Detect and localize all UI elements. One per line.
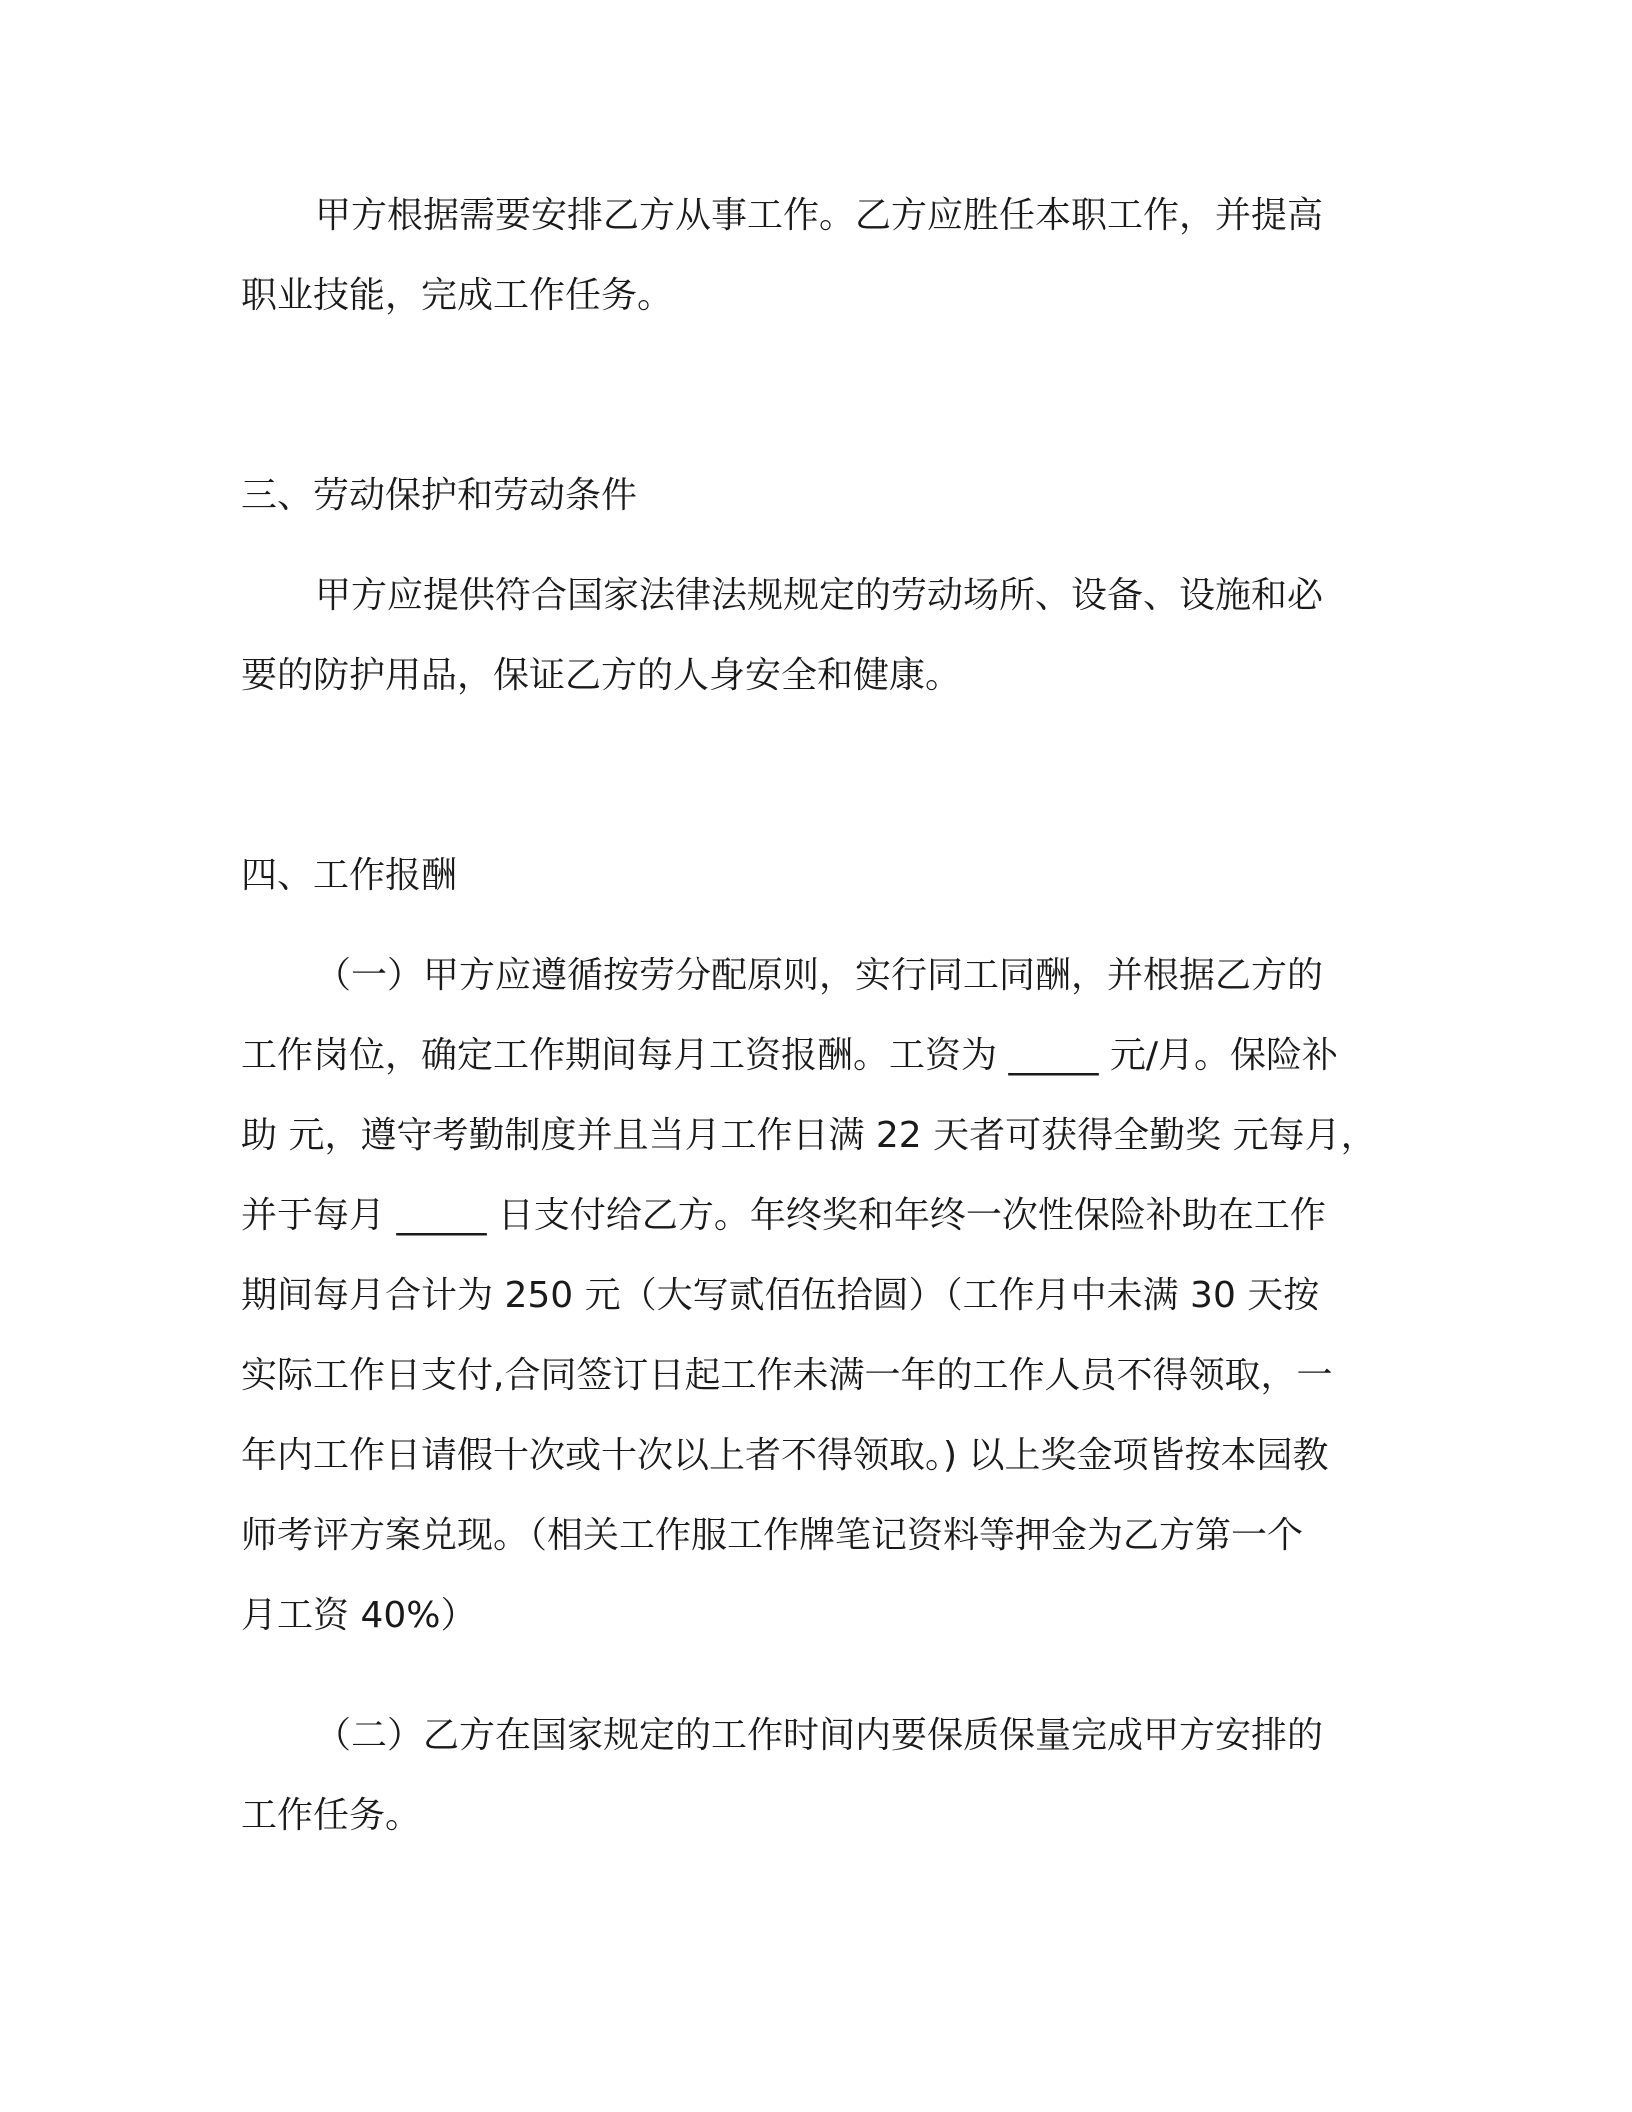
paragraph-line: 甲方应提供符合国家法律法规规定的劳动场所、设备、设施和必	[315, 575, 1324, 616]
paragraph-line: 要的防护用品，保证乙方的人身安全和健康。	[241, 655, 962, 696]
paragraph-line: 职业技能，完成工作任务。	[241, 275, 674, 316]
paragraph-line: 工作任务。	[241, 1795, 422, 1836]
paragraph-line: （二）乙方在国家规定的工作时间内要保质保量完成甲方安排的	[315, 1715, 1324, 1756]
paragraph-line: 实际工作日支付,合同签订日起工作未满一年的工作人员不得领取，一	[241, 1355, 1333, 1396]
section-heading: 三、劳动保护和劳动条件	[241, 475, 638, 516]
paragraph-line: 助 元，遵守考勤制度并且当月工作日满 22 天者可获得全勤奖 元每月，	[241, 1115, 1377, 1156]
paragraph-line: （一）甲方应遵循按劳分配原则，实行同工同酬，并根据乙方的	[315, 955, 1324, 996]
paragraph-line: 年内工作日请假十次或十次以上者不得领取。) 以上奖金项皆按本园教	[241, 1435, 1329, 1476]
paragraph-line: 期间每月合计为 250 元（大写贰佰伍拾圆）（工作月中未满 30 天按	[241, 1275, 1320, 1316]
paragraph-line: 工作岗位，确定工作期间每月工资报酬。工资为 _____ 元/月。保险补	[241, 1035, 1339, 1076]
section-heading: 四、工作报酬	[241, 855, 458, 896]
paragraph-line: 师考评方案兑现。（相关工作服工作牌笔记资料等押金为乙方第一个	[241, 1515, 1304, 1556]
paragraph-line: 月工资 40%）	[241, 1595, 477, 1636]
paragraph-line: 并于每月 _____ 日支付给乙方。年终奖和年终一次性保险补助在工作	[241, 1195, 1326, 1236]
paragraph-line: 甲方根据需要安排乙方从事工作。乙方应胜任本职工作，并提高	[315, 195, 1324, 236]
